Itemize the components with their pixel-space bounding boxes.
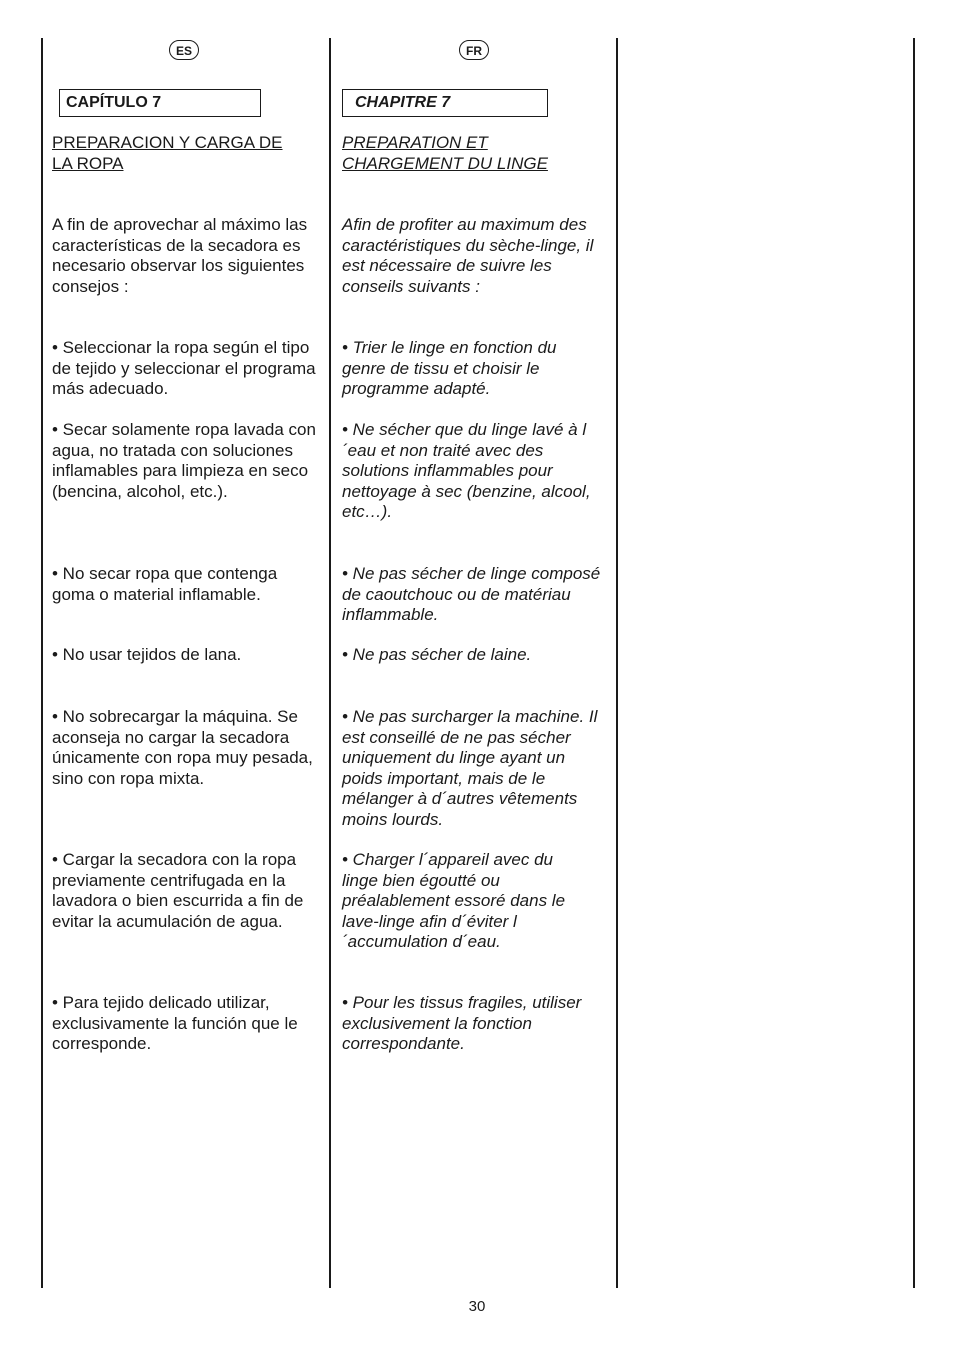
list-item-fr-2: • Ne sécher que du linge lavé à l´eau et non traité avec des solutions inflammables pour nettoyage à sec (benzine, alcool, etc…).: [342, 420, 591, 521]
section-heading-es: PREPARACION Y CARGA DE LA ROPA: [52, 133, 283, 173]
chapter-box-es: CAPÍTULO 7: [59, 89, 261, 117]
list-item-fr-6: • Charger l´appareil avec du linge bien égoutté ou préalablement essoré dans le lave-linge afin d´éviter l´accumulation d´eau.: [342, 850, 566, 951]
column-rule-left: [41, 38, 43, 1288]
list-item-es-7: • Para tejido delicado utilizar, exclusivamente la función que le corresponde.: [52, 993, 298, 1053]
list-item-fr-3: • Ne pas sécher de linge composé de caoutchouc ou de matériau inflammable.: [342, 564, 601, 624]
section-heading-fr: PREPARATION ET CHARGEMENT DU LINGE: [342, 133, 548, 173]
intro-paragraph-fr: Afin de profiter au maximum des caractéristiques du sèche-linge, il est nécessaire de suivre les conseils suivants :: [342, 215, 594, 296]
column-rule-right-a: [616, 38, 618, 1288]
list-item-es-5: • No sobrecargar la máquina. Se aconseja no cargar la secadora únicamente con ropa muy pesada, sino con ropa mixta.: [52, 707, 313, 788]
list-item-es-6: • Cargar la secadora con la ropa previamente centrifugada en la lavadora o bien escurrida a fin de evitar la acumulación de agua.: [52, 850, 304, 931]
list-item-es-4: • No usar tejidos de lana.: [52, 645, 242, 664]
list-item-es-2: • Secar solamente ropa lavada con agua, no tratada con soluciones inflamables para limpieza en seco (bencina, alcohol, etc.).: [52, 420, 316, 501]
list-item-fr-5: • Ne pas surcharger la machine. Il est conseillé de ne pas sécher uniquement du linge ayant un poids important, mais de le mélanger à d´autres vêtements moins lourds.: [342, 707, 598, 829]
list-item-fr-7: • Pour les tissus fragiles, utiliser exclusivement la fonction correspondante.: [342, 993, 582, 1053]
list-item-es-3: • No secar ropa que contenga goma o material inflamable.: [52, 564, 278, 604]
language-badge-fr: FR: [459, 40, 489, 60]
column-rule-right-b: [913, 38, 915, 1288]
list-item-fr-4: • Ne pas sécher de laine.: [342, 645, 532, 664]
list-item-fr-1: • Trier le linge en fonction du genre de tissu et choisir le programme adapté.: [342, 338, 557, 398]
column-rule-middle: [329, 38, 331, 1288]
page-number: 30: [468, 1298, 486, 1315]
chapter-box-fr: CHAPITRE 7: [342, 89, 548, 117]
intro-paragraph-es: A fin de aprovechar al máximo las características de la secadora es necesario observar los siguientes consejos :: [52, 215, 308, 296]
language-badge-es: ES: [169, 40, 199, 60]
list-item-es-1: • Seleccionar la ropa según el tipo de tejido y seleccionar el programa más adecuado.: [52, 338, 316, 398]
